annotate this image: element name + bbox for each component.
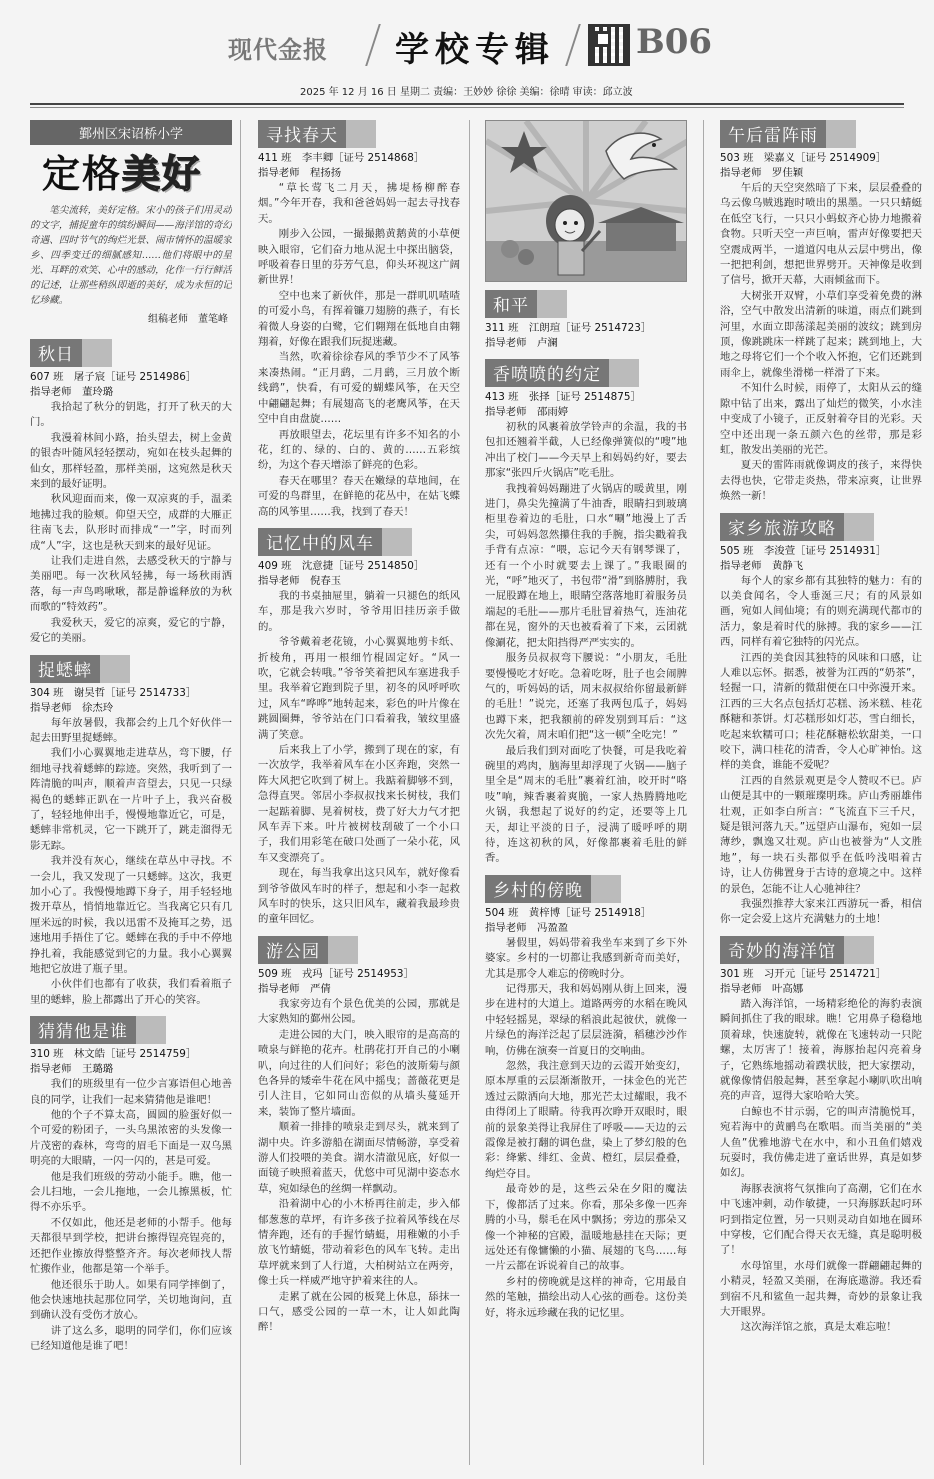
article-teacher: 指导老师 程扬扬 bbox=[258, 167, 342, 179]
article-author: 310 班 林文皓［证号 2514759］ bbox=[30, 1048, 197, 1061]
divider-slash bbox=[365, 24, 381, 66]
paragraph: 当然，吹着徐徐春风的季节少不了风筝来凑热闹。“正月鹞，二月鹞，三月放个断线鹞”，快看，有可爱的蝴蝶风筝，在天空中翩翩起舞；有展翅高飞的老鹰风筝，在天空中自由盘旋…… bbox=[258, 351, 460, 426]
feature-title bbox=[42, 151, 232, 197]
paragraph: 我漫着林间小路，抬头望去，树上金黄的银杏叶随风轻轻摆动，宛如在枝头起舞的仙女，那样轻盈，那样美丽，这宛然是秋天来到的最好证明。 bbox=[30, 431, 232, 491]
paragraph: 我家旁边有个景色优美的公园，那就是大家熟知的鄞州公园。 bbox=[258, 997, 460, 1026]
school-banner: 鄞州区宋诏桥小学 bbox=[30, 120, 232, 145]
article bbox=[485, 351, 687, 867]
paragraph: 每年放暑假，我都会约上几个好伙伴一起去田野里捉蟋蟀。 bbox=[30, 716, 232, 744]
article-author: 505 班 李浚萱［证号 2514931］ bbox=[720, 544, 887, 557]
paragraph: 我强烈推荐大家来江西游玩一番，相信你一定会爱上这片充满魅力的土地！ bbox=[720, 898, 922, 926]
article-author: 509 班 戎玛［证号 2514953］ bbox=[258, 967, 414, 980]
paragraph: 我们的班级里有一位少言寡语但心地善良的同学，让我们一起来猜猜他是谁吧！ bbox=[30, 1078, 232, 1106]
article-title: 秋日 bbox=[30, 339, 112, 367]
header-rule bbox=[30, 103, 904, 105]
peace-drawing bbox=[485, 120, 687, 282]
column-3 bbox=[485, 120, 687, 1465]
paragraph: 水母馆里，水母们就像一群翩翩起舞的小精灵，轻盈又美丽，在海底遨游。我还看到宿不凡和鲨鱼一起共舞，奇妙的景象让我大开眼界。 bbox=[720, 1259, 922, 1318]
editor-credit: 组稿老师 董笔峰 bbox=[148, 314, 228, 325]
column-1 bbox=[30, 120, 232, 1465]
article-title: 游公园 bbox=[258, 936, 358, 964]
article-title: 猜猜他是谁 bbox=[30, 1016, 166, 1044]
article-title: 和平 bbox=[485, 290, 567, 318]
paragraph: 秋风迎面而来，像一双凉爽的手，温柔地拂过我的脸颊。仰望天空，成群的大雁正往南飞去，队形时而排成“一”字，时而列成“人”字，这也是秋天到来的最好见证。 bbox=[30, 493, 232, 552]
paragraph: 小伙伴们也都有了收获，我们看着瓶子里的蟋蟀，脸上都露出了开心的笑容。 bbox=[30, 978, 232, 1006]
paragraph: 每个人的家乡都有其独特的魅力：有的以美食闻名，令人垂涎三尺；有的风景如画，宛如人间仙境；有的则充满现代都市的活力，象是着时代的脉搏。我的家乡——江西，同样有着它独特的闪光点。 bbox=[720, 574, 922, 649]
paper-name: 现代金报 bbox=[228, 35, 328, 64]
column-divider bbox=[240, 120, 241, 1465]
qr-code-icon bbox=[588, 24, 630, 66]
paragraph: 午后的天空突然暗了下来，层层叠叠的乌云像乌贼逃跑时喷出的黑墨。一只只蜻蜓在低空飞行，一只只小蚂蚁齐心协力地搬着食物。只听天空一声巨响，雷声好像要把天空震成两半，一道道闪电从云层中劈出，像一把把利剑，想把世界劈开。天神像是收到了信号，掀开天幕，大雨倾盆而下。 bbox=[720, 182, 922, 287]
article-title: 奇妙的海洋馆 bbox=[720, 936, 874, 964]
article bbox=[30, 331, 232, 647]
column-2 bbox=[258, 120, 460, 1465]
article-author: 301 班 习开元［证号 2514721］ bbox=[720, 967, 887, 980]
article-title: 午后雷阵雨 bbox=[720, 120, 856, 148]
paragraph: 夏天的雷阵雨就像调皮的孩子，来得快去得也快，它带走炎热，带来凉爽，让世界焕然一新！ bbox=[720, 459, 922, 503]
paragraph: 我拽着妈妈蹦进了火锅店的暖黄里，刚进门，鼻尖先撞满了牛油香，眼睛扫到玻璃柜里卷着边的毛肚，口水“唰”地漫上了舌尖，可妈妈忽然攥住我的手腕，指尖戳着我手背有点凉：“喂，忘记今天有钢琴课了，还有一个小时就要去上课了。”我眼圈的光，“呼”地灭了，书包带“滑”到胳膊肘，我一屁股蹲在地上，眼睛空落落地盯着服务员端起的毛肚——那片毛肚冒着热气，连油花都在晃，窗外的天也被看着了下来，云团就像涮花，把太阳挡得严严实实的。 bbox=[485, 482, 687, 649]
section-title: 学校专辑 bbox=[395, 30, 555, 70]
article-teacher: 指导老师 叶高娜 bbox=[720, 982, 804, 995]
paragraph: 他还很乐于助人。如果有同学摔倒了，他会快速地扶起那位同学，关切地询问，直到确认没有受伤才放心。 bbox=[30, 1278, 232, 1322]
article-title: 记忆中的风车 bbox=[258, 528, 412, 556]
paragraph: 海豚表演将气氛推向了高潮，它们在水中飞速冲刺，动作敏捷，一只海豚跃起叼环叼到指定位置，另一只则灵动自如地在圆环中穿梭，它们配合得天衣无缝，真是聪明极了！ bbox=[720, 1182, 922, 1257]
paragraph: 我们小心翼翼地走进草丛，弯下腰，仔细地寻找着蟋蟀的踪迹。突然，我听到了一阵清脆的叫声，顺着声音望去，只见一只绿褐色的蟋蟀正趴在一片叶子上，我兴奋极了，轻轻地伸出手，慢慢地靠近它，可是，蟋蟀非常机灵，它一下跳开了，跳走溜得无影无踪。 bbox=[30, 747, 232, 852]
paragraph: 初秋的风裹着放学铃声的余温，我的书包扣还翘着半截，人已经像弹簧似的“嗖”地冲出了校门——今天早上和妈妈约好，要去那家“张四斤火锅店”吃毛肚。 bbox=[485, 421, 687, 480]
paragraph: 乡村的傍晚就是这样的神奇，它用最自然的笔触，描绘出动人心弦的画卷。这份美好，将永远珍藏在我的记忆里。 bbox=[485, 1275, 687, 1319]
paragraph: 现在，每当我拿出这只风车，就好像看到爷爷做风车时的样子，想起和小李一起救风车时的快乐，这只旧风车，藏着我最珍贵的童年回忆。 bbox=[258, 867, 460, 926]
feature-title-part: 美好 bbox=[122, 151, 203, 196]
article-teacher: 指导老师 黄静飞 bbox=[720, 559, 804, 572]
article-teacher: 指导老师 冯盈盈 bbox=[485, 921, 569, 934]
paragraph: 我拾起了秋分的钥匙，打开了秋天的大门。 bbox=[30, 401, 232, 429]
article-author: 409 班 沈意捷［证号 2514850］ bbox=[258, 559, 425, 572]
paragraph: 后来我上了小学，搬到了现在的家，有一次放学，我举着风车在小区奔跑，突然一阵大风把它吹到了树上。我踮着脚够不到，急得直哭。邻居小李叔叔找来长树枝，我们一起踮着脚、晃着树枝，费了好大力气才把风车弄下来。叶片被树枝刮破了一个小口子，我们用彩笔在破口处画了一朵小花，风车又变漂亮了。 bbox=[258, 744, 460, 864]
article-teacher: 指导老师 倪春玉 bbox=[258, 574, 342, 587]
article-title: 捉蟋蟀 bbox=[30, 655, 130, 683]
paragraph: 再放眼望去，花坛里有许多不知名的小花，红的、绿的、白的、黄的……五彩缤纷，为这个春天增添了鲜亮的色彩。 bbox=[258, 428, 460, 472]
paragraph: 暑假里，妈妈带着我坐车来到了乡下外婆家。乡村的一切都让我感到新奇而美好，尤其是那令人难忘的傍晚时分。 bbox=[485, 936, 687, 980]
feature-intro: 笔尖流转，美好定格。宋小的孩子们用灵动的文字，捕捉童年的缤纷瞬间——海洋馆的奇幻奇遇、四时节气的绚烂光景、闹市情怀的温暖家乡、四季变迁的细腻感知……他们将眼中的星光、耳畔的欢笑、心中的感动，化作一行行鲜活的记述，让那些稍纵即逝的美好，成为永恒的记忆珍藏。 bbox=[30, 205, 232, 306]
article-author: 304 班 谢昊哲［证号 2514733］ bbox=[30, 686, 197, 699]
article bbox=[258, 120, 460, 520]
paragraph: 顺着一排排的喷泉走到尽头，就来到了湖中央。许多游船在湖面尽情畅游，享受着游人们投喂的美食。湖水清澈见底，好似一面镜子映照着蓝天，优悠中可见湖中姿态水草，宛如绿色的丝绸一样飘动。 bbox=[258, 1121, 460, 1195]
paragraph: “草长莺飞二月天，拂堤杨柳醉春烟。”今年开春，我和爸爸妈妈一起去寻找春天。 bbox=[258, 182, 460, 225]
paragraph: 最后我们到对面吃了快餐，可是我吃着碗里的鸡肉，脑海里却浮现了火锅——脑子里全是“周末的毛肚”裹着红油，咬开时“咯吱”响，辣香裹着爽脆，一家人热腾腾地吃火锅，我想起了说好的约定，还要等上几天，却让平淡的日子，浸满了暖呼呼的期待，连这初秋的风，好像都裹着毛肚的鲜香。 bbox=[485, 744, 687, 865]
article-teacher: 指导老师 卢澜 bbox=[485, 337, 558, 349]
article-teacher: 指导老师 严倩 bbox=[258, 982, 331, 995]
paragraph: 大树张开双臂，小草们享受着免费的淋浴，空气中散发出清新的味道，雨点们跳到河里，水面立即荡漾起美丽的波纹；跳到房顶，像跳跳床一样跳了起来；跳到地上，大地之母将它们一个个收入怀抱，它们还跳到雨伞上，就像坐滑梯一样滑了下来。 bbox=[720, 289, 922, 379]
article-title: 家乡旅游攻略 bbox=[720, 513, 874, 541]
column-divider bbox=[469, 120, 470, 1465]
divider-slash bbox=[565, 24, 581, 66]
column-4 bbox=[720, 120, 922, 1465]
paragraph: 记得那天，我和妈妈刚从街上回来，漫步在进村的大道上。道路两旁的水稻在晚风中轻轻摇晃，翠绿的稻浪此起彼伏，就像一片绿色的海洋泛起了层层涟漪，稻穗沙沙作响，仿佛在演奏一首夏日的交响曲。 bbox=[485, 983, 687, 1057]
article-author: 411 班 李丰卿［证号 2514868］ bbox=[258, 152, 425, 164]
article-author: 607 班 屠子宸［证号 2514986］ bbox=[30, 371, 197, 383]
paragraph: 爷爷戴着老花镜，小心翼翼地剪卡纸、折棱角，再用一根细竹棍固定好。“风一吹，它就会转哦。”爷爷笑着把风车塞进我手里。我举着它跑到院子里，初冬的风呼呼吹过，风车“哗哗”地转起来，彩色的叶片像在跳圆圈舞，爷爷站在门口看着我，皱纹里盛满了笑意。 bbox=[258, 636, 460, 741]
article-title: 寻找春天 bbox=[258, 120, 376, 148]
paragraph: 他是我们班级的劳动小能手。瞧，他一会儿扫地，一会儿拖地，一会儿擦黑板，忙得不亦乐乎。 bbox=[30, 1170, 232, 1214]
article-teacher: 指导老师 罗佳颖 bbox=[720, 167, 804, 179]
paragraph: 刚步入公园，一撮撮鹅黄鹅黄的小草便映入眼帘，它们奋力地从泥土中探出脑袋，呼吸着春日里的芬芳气息，仰头环视这广阔新世界！ bbox=[258, 228, 460, 287]
article-author: 413 班 张择［证号 2514875］ bbox=[485, 391, 641, 403]
article bbox=[720, 928, 922, 1336]
issue-info: 2025 年 12 月 16 日 星期二 责编：王妙妙 徐徐 美编：徐晴 审读：邱立波 bbox=[300, 87, 633, 98]
paragraph: 踏入海洋馆，一场精彩绝伦的海豹表演瞬间抓住了我的眼球。瞧！它用鼻子稳稳地顶着球，快速旋转，就像在飞速转动一只陀螺，太厉害了！接着，海豚抬起闪亮着身子，它熟练地摇动着蹼状肢，把大家摆动，就像像情侣般起舞，甚至拿起小喇叭吹出响亮的声音，逗得大家哈哈大笑。 bbox=[720, 997, 922, 1103]
article bbox=[485, 288, 687, 351]
article bbox=[720, 120, 922, 505]
feature-title-part: 定格 bbox=[42, 151, 123, 196]
article bbox=[30, 1008, 232, 1354]
paragraph: 走进公园的大门，映入眼帘的是高高的喷泉与鲜艳的花卉。杜鹃花打开自己的小喇叭，向过往的人们问好；彩色的波斯菊与颜色各异的矮牵牛花在风中摇曳；蔷薇花更是引人注目，它如同山峦似的从墙头蔓延开来，装饰了整片墙面。 bbox=[258, 1028, 460, 1118]
paragraph: 白鲸也不甘示弱，它的叫声清脆悦耳，宛若海中的黄鹂鸟在歌唱。而当美丽的“美人鱼”优雅地游弋在水中，和小丑鱼们嬉戏玩耍时，我仿佛走进了童话世界，真是如梦如幻。 bbox=[720, 1105, 922, 1180]
paragraph: 这次海洋馆之旅，真是太难忘啦！ bbox=[740, 1321, 897, 1334]
article-author: 503 班 梁嘉义［证号 2514909］ bbox=[720, 152, 887, 164]
paragraph: 讲了这么多，聪明的同学们，你们应该已经知道他是谁了吧！ bbox=[30, 1324, 232, 1353]
masthead bbox=[0, 0, 934, 100]
paragraph: 不仅如此，他还是老师的小帮手。他每天都很早到学校，把讲台擦得锃亮锃亮的，还把作业擦放得整整齐齐。每次老师找人帮忙搬作业，他都是第一个举手。 bbox=[30, 1216, 232, 1276]
paragraph: 最奇妙的是，这些云朵在夕阳的魔法下，像都活了过来。你看，那朵多像一匹奔腾的小马，鬃毛在风中飘扬；旁边的那朵又像一个神秘的宫殿，温暖地悬挂在天际；更远处还有像慵懒的小猫、展翅的飞鸟……每一片云都在诉说着自己的故事。 bbox=[485, 1183, 687, 1273]
paragraph: 我爱秋天，爱它的凉爽，爱它的宁静，爱它的美丽。 bbox=[30, 616, 232, 645]
article bbox=[258, 520, 460, 928]
article-teacher: 指导老师 邵雨婷 bbox=[485, 406, 569, 418]
article-title: 乡村的傍晚 bbox=[485, 875, 621, 903]
article-teacher: 指导老师 董玲璐 bbox=[30, 386, 114, 398]
column-divider bbox=[703, 120, 704, 1465]
article-teacher: 指导老师 徐杰玲 bbox=[30, 701, 114, 714]
paragraph: 让我们走进自然，去感受秋天的宁静与美丽吧。每一次秋风轻拂，每一场秋雨洒落，每一声鸟鸣啾啾，都是静谧释放的为秋而歌的“特效药”。 bbox=[30, 555, 232, 614]
peace-drawing-art bbox=[486, 121, 687, 282]
article-author: 311 班 江朗瑄［证号 2514723］ bbox=[485, 322, 652, 334]
article bbox=[30, 647, 232, 1009]
paragraph: 他的个子不算太高，圆圆的脸蛋好似一个可爱的粉团子，一头乌黑浓密的头发像一片茂密的森林，弯弯的眉毛下面是一双乌黑明亮的大眼睛，一闪一闪的，甚是可爱。 bbox=[30, 1109, 232, 1168]
paragraph: 空中也来了新伙伴，那是一群叽叽喳喳的可爱小鸟，有挥着镰刀翅膀的燕子，有长着微人身姿的白鹭，它们翱翔在低地自由翱翔着，好像在跟我们玩捉迷藏。 bbox=[258, 289, 460, 349]
article bbox=[485, 867, 687, 1321]
paragraph: 服务员叔叔弯下腰说：“小朋友，毛肚要慢慢吃才好吃。急着吃呀，肚子也会闹脾气的，听妈妈的话，周末叔叔给你留最新鲜的毛肚！”说完，还塞了我两包瓜子，妈妈也蹲下来，把我额前的碎发别到耳后：“这次先欠着，周末咱们把“这一顿”全吃完！” bbox=[485, 652, 687, 742]
paragraph: 沿着湖中心的小木桥再往前走，步入郁郁葱葱的草坪，有许多孩子拉着风筝线在尽情奔跑，还有的手握竹蜻蜓，用稚嫩的小手放飞竹蜻蜓，带动着彩色的风车飞转。走出草坪就来到了人行道，大柏树站立在两旁，像士兵一样威严地守护着来往的人。 bbox=[258, 1198, 460, 1288]
article bbox=[258, 928, 460, 1336]
paragraph: 走累了就在公园的板凳上休息，舔抹一口气，感受公园的一草一木，让人如此陶醉！ bbox=[258, 1290, 460, 1334]
article-title: 香喷喷的约定 bbox=[485, 359, 639, 387]
paragraph: 忽然，我注意到天边的云霞开始变幻，原本厚重的云层渐渐散开，一抹金色的光芒透过云隙洒向大地，那光芒太过耀眼，我不由得闭上了眼睛。待我再次睁开双眼时，眼前的景象美得让我屏住了呼吸——天边的云霞像是被打翻的调色盘，染上了梦幻般的色彩：绛紫、绯红、金黄、橙红，层层叠叠，绚烂夺目。 bbox=[485, 1060, 687, 1180]
article bbox=[720, 505, 922, 928]
paragraph: 春天在哪里？春天在嫩绿的草地间，在可爱的鸟群里，在鲜艳的花丛中，在姑飞蝶高的风筝里……我，找到了春天！ bbox=[258, 474, 460, 518]
header-rule bbox=[30, 107, 904, 108]
paragraph: 我并没有灰心，继续在草丛中寻找。不一会儿，我又发现了一只蟋蟀。这次，我更加小心了。我慢慢地蹲下身子，用手轻轻地拨开草丛，悄悄地靠近它。当我离它只有几厘米远的时候，我以迅雷不及掩耳之势，迅速地用手捂住了它。蟋蟀在我的手中不停地挣扎着，我能感觉到它的力量。我小心翼翼地把它放进了瓶子里。 bbox=[30, 855, 232, 975]
paragraph: 我的书桌抽屉里，躺着一只褪色的纸风车，那是我六岁时，爷爷用旧挂历亲手做的。 bbox=[258, 589, 460, 633]
paragraph: 江西的自然景观更是令人赞叹不已。庐山便是其中的一颗璀璨明珠。庐山秀丽雄伟壮观，正如李白所言：“飞流直下三千尺，疑是银河落九天。”远望庐山瀑布，宛如一层薄纱，飘逸又壮观。庐山也被誉为“人文胜地”，每一块石头都似乎在低吟浅唱着古诗，让人仿佛置身于古诗的意境之中。这样的景色，怎能不让人心驰神往？ bbox=[720, 774, 922, 895]
article-teacher: 指导老师 王璐璐 bbox=[30, 1063, 114, 1076]
paragraph: 不知什么时候，雨停了，太阳从云的缝隙中钻了出来，露出了灿烂的微笑，小水洼中变成了小镜子，正反射着夺目的光彩。天空中还出现一条五颜六色的丝带，那是彩虹，散发出美丽的光芒。 bbox=[720, 382, 922, 456]
paragraph: 江西的美食因其独特的风味和口感，让人难以忘怀。据悉，被誉为江西的“奶茶”，轻握一口，清新的微甜便在口中弥漫开来。江西的三大名点包括灯芯糕、汤米糕、桂花酥糖和茶饼。灯芯糕形如灯芯，雪白细长，吃起来软糯可口；桂花酥糖松软甜美，一口咬下，满口桂花的清香，令人心旷神怡。这样的美食，谁能不爱呢？ bbox=[720, 651, 922, 772]
page-number: B06 bbox=[636, 22, 713, 62]
article-author: 504 班 黄梓博［证号 2514918］ bbox=[485, 906, 652, 919]
